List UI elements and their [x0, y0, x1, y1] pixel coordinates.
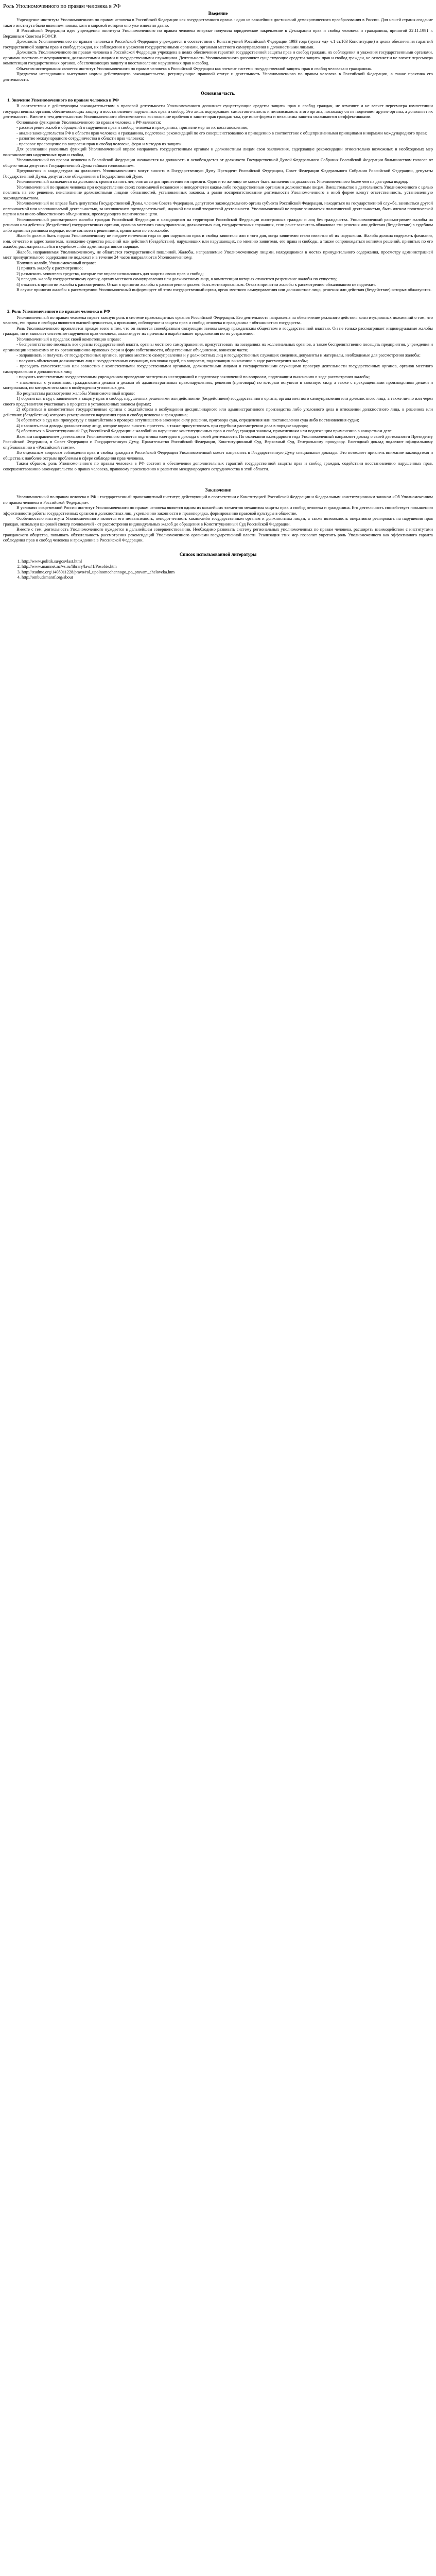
part1-paragraph: Жалоба, направляемая Уполномоченному, не облагается государственной пошлиной. Жалобы, направляемые Уполномоченному лицами, находящимися в местах принудительного содержания, просмотру администрацией мест принудительного содержания не подлежат и в течение 24 часов направляются Уполномоченному.: [3, 249, 433, 260]
conclusion-section: [3, 495, 433, 544]
intro-paragraph: Должность Уполномоченного по правам человека в Российской Федерации учреждается в соответствии с Конституцией Российской Федерации 1993 года (пункт «д» ч.1 ст.103 Конституции) в целях обеспечения гарантий государственной защиты прав и свобод граждан, их соблюдения и уважения государственными органами, органами местного самоуправления и должностными лицами.: [3, 39, 433, 49]
part1-paragraph: Уполномоченный не вправе быть депутатом Государственной Думы, членом Совета Федерации, депутатом законодательного органа субъекта Российской Федерации, находиться на государственной службе, заниматься другой оплачиваемой или неоплачиваемой деятельностью, за исключением преподавательской, научной или иной творческой деятельности. Уполномоченный не вправе заниматься политической деятельностью, быть членом политической партии или иного общественного объединения, преследующего политические цели.: [3, 201, 433, 216]
part2-paragraph: По результатам рассмотрения жалобы Уполномоченный вправе:: [16, 391, 135, 396]
part2-paragraph: 2) обратиться в компетентные государственные органы с ходатайством о возбуждении дисциплинарного или административного производства либо уголовного дела в отношении должностного лица, в решениях или действиях (бездействии) которого усматриваются нарушения прав и свобод человека и гражданина;: [3, 407, 433, 417]
part1-paragraph: - анализ законодательства РФ в области прав человека и гражданина, подготовка рекомендаций по его совершенствованию и приведению в соответствие с общепризнанными принципами и нормами международного права;: [16, 130, 428, 135]
intro-paragraph: Учреждение института Уполномоченного по правам человека в Российской Федерации как государственного органа - одно из важнейших достижений демократического преобразования в России. Для нашей страны создание такого института было явлением новым, хотя в мировой истории оно уже известно давно.: [3, 18, 433, 28]
intro-paragraph: Объектом исследования является институт Уполномоченного по правам человека в Российской Федерации как элемент системы государственной защиты прав и свобод человека и гражданина.: [16, 66, 372, 71]
part1-paragraph: 1) принять жалобу к рассмотрению;: [16, 266, 83, 270]
part1-paragraph: Жалоба должна быть подана Уполномоченному не позднее истечения года со дня нарушения прав и свобод заявителя или с того дня, когда заявителю стало известно об их нарушении. Жалоба должна содержать фамилию, имя, отчество и адрес заявителя, изложение существа решений или действий (бездействия), нарушивших или нарушающих, по мнению заявителя, его права и свободы, а также сопровождаться копиями решений, принятых по его жалобе, рассматривавшейся в судебном либо административном порядке.: [3, 233, 433, 249]
document-title: Роль Уполномоченного по правам человека в РФ: [3, 3, 121, 9]
references-list: [3, 559, 433, 581]
conclusion-heading: Заключение: [205, 487, 231, 493]
part1-paragraph: Уполномоченный назначается на должность сроком на пять лет, считая со дня принесения им присяги. Одно и то же лицо не может быть назначено на должность Уполномоченного более чем на два срока подряд.: [16, 179, 408, 184]
part2-paragraph: Роль Уполномоченного проявляется прежде всего в том, что он является своеобразным связующим звеном между гражданским обществом и государственной властью. Он не только рассматривает индивидуальные жалобы граждан, но и выявляет системные нарушения прав человека, анализирует их причины и вырабатывает предложения по их устранению.: [3, 326, 433, 336]
part2-paragraph: 1) обратиться в суд с заявлением в защиту прав и свобод, нарушенных решениями или действиями (бездействием) государственного органа, органа местного самоуправления или должностного лица, а также лично или через своего представителя участвовать в процессе в установленных законом формах;: [3, 396, 433, 406]
part1-paragraph: Основными функциями Уполномоченного по правам человека в РФ являются:: [16, 120, 161, 125]
part1-heading: Основная часть.: [200, 91, 236, 96]
intro-heading: Введение: [208, 11, 228, 16]
reference-link[interactable]: 1. http://www.politik.su/gosvlast.html: [22, 559, 433, 565]
part1-paragraph: В случае принятия жалобы к рассмотрению Уполномоченный информирует об этом государственный орган, орган местного самоуправления или должностное лицо, решения или действия (бездействие) которых обжалуются.: [16, 287, 432, 292]
part2-section: [3, 315, 433, 472]
part2-paragraph: - запрашивать и получать от государственных органов, органов местного самоуправления и у должностных лиц и государственных служащих сведения, документы и материалы, необходимые для рассмотрения жалобы;: [16, 353, 421, 358]
references-heading: Список использованной литературы: [179, 551, 257, 557]
part1-paragraph: 3) передать жалобу государственному органу, органу местного самоуправления или должностному лицу, к компетенции которых относится разрешение жалобы по существу;: [16, 277, 338, 281]
reference-link[interactable]: 2. http://www.mamnet.nc/vs.ru/library/law/rf/Posobie.htm: [22, 564, 433, 570]
reference-link[interactable]: 3. http://studme.org/1408011228/pravo/rol_upolnomochennogo_po_pravam_cheloveka.htm: [22, 570, 433, 575]
intro-paragraph: Должность Уполномоченного по правам человека в Российской Федерации учреждена в целях обеспечения гарантий государственной защиты прав и свобод граждан, их соблюдения и уважения государственными органами, органами местного самоуправления, должностными лицами и государственными служащими. Деятельность Уполномоченного дополняет существующие средства защиты прав и свобод граждан, не отменяет и не влечет пересмотра компетенции государственных органов, обеспечивающих защиту и восстановление нарушенных прав и свобод.: [3, 50, 433, 65]
part1-paragraph: 4) отказать в принятии жалобы к рассмотрению. Отказ в принятии жалобы к рассмотрению должен быть мотивированным. Отказ в принятии жалобы к рассмотрению обжалованию не подлежит.: [16, 282, 376, 287]
part1-paragraph: 2) разъяснить заявителю средства, которые тот вправе использовать для защиты своих прав и свобод;: [16, 271, 204, 276]
part2-paragraph: 3) обратиться в суд или прокуратуру с ходатайством о проверке вступившего в законную силу решения, приговора суда, определения или постановления суда либо постановления судьи;: [16, 418, 359, 422]
part2-paragraph: - беспрепятственно посещать все органы государственной власти, органы местного самоуправления, присутствовать на заседаниях их коллегиальных органов, а также беспрепятственно посещать предприятия, учреждения и организации независимо от их организационно-правовых форм и форм собственности, общественные объединения, воинские части;: [3, 342, 433, 352]
intro-paragraph: Предметом исследования выступают нормы действующего законодательства, регулирующие правовой статус и деятельность Уполномоченного по правам человека в Российской Федерации, а также практика его деятельности.: [3, 72, 433, 82]
reference-link[interactable]: 4. http://ombudsmanrf.org/about: [22, 575, 433, 581]
part1-paragraph: Предложения о кандидатурах на должность Уполномоченного могут вносить в Государственную Думу Президент Российской Федерации, Совет Федерации Федерального Собрания Российской Федерации, депутаты Государственной Думы, депутатские объединения в Государственной Думе.: [3, 168, 433, 179]
part2-paragraph: - поручать компетентным государственным учреждениям проведение экспертных исследований и подготовку заключений по вопросам, подлежащим выяснению в ходе рассмотрения жалобы;: [16, 375, 370, 379]
conclusion-paragraph: Особенностью института Уполномоченного является его независимость, неподотчетность каким-либо государственным органам и должностным лицам, а также возможность оперативно реагировать на нарушения прав граждан, используя широкий спектр полномочий - от рассмотрения индивидуальных жалоб до обращения в Конституционный Суд Российской Федерации.: [3, 516, 433, 527]
part1-paragraph: - развитие международного сотрудничества в области прав человека;: [16, 136, 144, 141]
intro-section: [3, 18, 433, 82]
part2-paragraph: 4) изложить свои доводы должностному лицу, которое вправе вносить протесты, а также присутствовать при судебном рассмотрении дела в порядке надзора;: [16, 423, 308, 428]
part1-section: [3, 104, 433, 293]
part1-paragraph: - рассмотрение жалоб и обращений о нарушении прав и свобод человека и гражданина, принятие мер по их восстановлению;: [16, 125, 249, 130]
part2-paragraph: - получать объяснения должностных лиц и государственных служащих, исключая судей, по вопросам, подлежащим выяснению в ходе рассмотрения жалобы;: [16, 358, 308, 363]
part2-heading: 2. Роль Уполномоченного по правам человека в РФ: [7, 308, 110, 314]
part2-paragraph: Таким образом, роль Уполномоченного по правам человека в РФ состоит в обеспечении дополнительных гарантий государственной защиты прав и свобод граждан, содействии восстановлению нарушенных прав, совершенствованию законодательства о правах человека, правовому просвещению и развитию международного сотрудничества в этой области.: [3, 461, 433, 471]
part1-paragraph: Для реализации указанных функций Уполномоченный вправе направлять государственным органам и должностным лицам свои заключения, содержащие рекомендации относительно возможных и необходимых мер восстановления нарушенных прав и свобод.: [3, 147, 433, 157]
part2-paragraph: - проводить самостоятельно или совместно с компетентными государственными органами, должностными лицами и государственными служащими проверку деятельности государственных органов, органов местного самоуправления и должностных лиц;: [3, 364, 433, 374]
part2-paragraph: Уполномоченный в пределах своей компетенции вправе:: [16, 336, 121, 342]
conclusion-paragraph: Уполномоченный по правам человека в РФ - государственный правозащитный институт, действующий в соответствии с Конституцией Российской Федерации и Федеральным конституционным законом «Об Уполномоченном по правам человека в Российской Федерации».: [3, 495, 433, 505]
part1-paragraph: Получив жалобу, Уполномоченный вправе:: [16, 260, 96, 265]
part1-paragraph: Уполномоченный по правам человека в Российской Федерации назначается на должность и освобождается от должности Государственной Думой Федерального Собрания Российской Федерации большинством голосов от общего числа депутатов Государственной Думы тайным голосованием.: [3, 158, 433, 168]
part2-paragraph: Уполномоченный по правам человека играет важную роль в системе правозащитных органов Российской Федерации. Его деятельность направлена на обеспечение реального действия конституционных положений о том, что человек, его права и свободы являются высшей ценностью, а признание, соблюдение и защита прав и свобод человека и гражданина - обязанностью государства.: [3, 315, 433, 325]
part2-paragraph: Важным направлением деятельности Уполномоченного является подготовка ежегодного доклада о своей деятельности. По окончании календарного года Уполномоченный направляет доклад о своей деятельности Президенту Российской Федерации, в Совет Федерации и Государственную Думу, Правительство Российской Федерации, Конституционный Суд, Верховный Суд, Генеральному прокурору. Ежегодный доклад подлежит официальному опубликованию в «Российской газете».: [3, 434, 433, 450]
part1-paragraph: В соответствии с действующим законодательством в правовой деятельности Уполномоченного дополняет существующие средства защиты прав и свобод граждан, не отменяет и не влечет пересмотра компетенции государственных органов, обеспечивающих защиту и восстановление нарушенных прав и свобод. Это лишь подчеркивает самостоятельность и независимость этого органа, поскольку он не подменяет другие органы, а дополняет их деятельность. Вместе с тем деятельностью Уполномоченного обеспечивается восполнение пробелов в защите прав граждан там, где иные формы и механизмы защиты оказываются неэффективными.: [3, 104, 433, 119]
part1-paragraph: - правовое просвещение по вопросам прав и свобод человека, форм и методов их защиты.: [16, 141, 183, 146]
conclusion-paragraph: Вместе с тем, деятельность Уполномоченного нуждается в дальнейшем совершенствовании. Необходимо развивать систему региональных уполномоченных по правам человека, расширять взаимодействие с институтами гражданского общества, повышать обязательность рассмотрения рекомендаций Уполномоченного органами государственной власти. Реализация этих мер позволит укрепить роль Уполномоченного как эффективного гаранта соблюдения прав и свобод человека и гражданина в Российской Федерации.: [3, 527, 433, 543]
part2-paragraph: - знакомиться с уголовными, гражданскими делами и делами об административных правонарушениях, решения (приговоры) по которым вступили в законную силу, а также с прекращенными производством делами и материалами, по которым отказано в возбуждении уголовных дел.: [3, 380, 433, 390]
part2-paragraph: По отдельным вопросам соблюдения прав и свобод граждан в Российской Федерации Уполномоченный может направлять в Государственную Думу специальные доклады. Это позволяет привлечь внимание законодателя и общества к наиболее острым проблемам в сфере соблюдения прав человека.: [3, 450, 433, 461]
conclusion-paragraph: В условиях современной России институт Уполномоченного по правам человека является одним из важнейших элементов механизма защиты прав и свобод человека и гражданина. Его деятельность способствует повышению эффективности работы государственных органов и должностных лиц, укреплению законности и правопорядка, формированию правовой культуры в обществе.: [3, 505, 433, 516]
part1-sub-heading: 1. Значение Уполномоченного по правам человека в РФ: [7, 97, 119, 103]
part1-paragraph: Уполномоченный рассматривает жалобы граждан Российской Федерации и находящихся на территории Российской Федерации иностранных граждан и лиц без гражданства. Уполномоченный рассматривает жалобы на решения или действия (бездействие) государственных органов, органов местного самоуправления, должностных лиц, государственных служащих, если ранее заявитель обжаловал эти решения или действия (бездействие) в судебном либо административном порядке, но не согласен с решениями, принятыми по его жалобе.: [3, 217, 433, 233]
part2-paragraph: 5) обратиться в Конституционный Суд Российской Федерации с жалобой на нарушение конституционных прав и свобод граждан законом, примененным или подлежащим применению в конкретном деле.: [16, 429, 393, 433]
intro-paragraph: В Российской Федерации идея учреждения института Уполномоченного по правам человека впервые получила юридическое закрепление в Декларации прав и свобод человека и гражданина, принятой 22.11.1991 г. Верховным Советом РСФСР.: [3, 28, 433, 39]
part1-paragraph: Уполномоченный по правам человека при осуществлении своих полномочий независим и неподотчетен каким-либо государственным органам и должностным лицам. Вмешательство в деятельность Уполномоченного с целью повлиять на его решение, неисполнение должностными лицами обязанностей, установленных законом, а равно воспрепятствование деятельности Уполномоченного в иной форме влекут ответственность, установленную законодательством.: [3, 184, 433, 200]
